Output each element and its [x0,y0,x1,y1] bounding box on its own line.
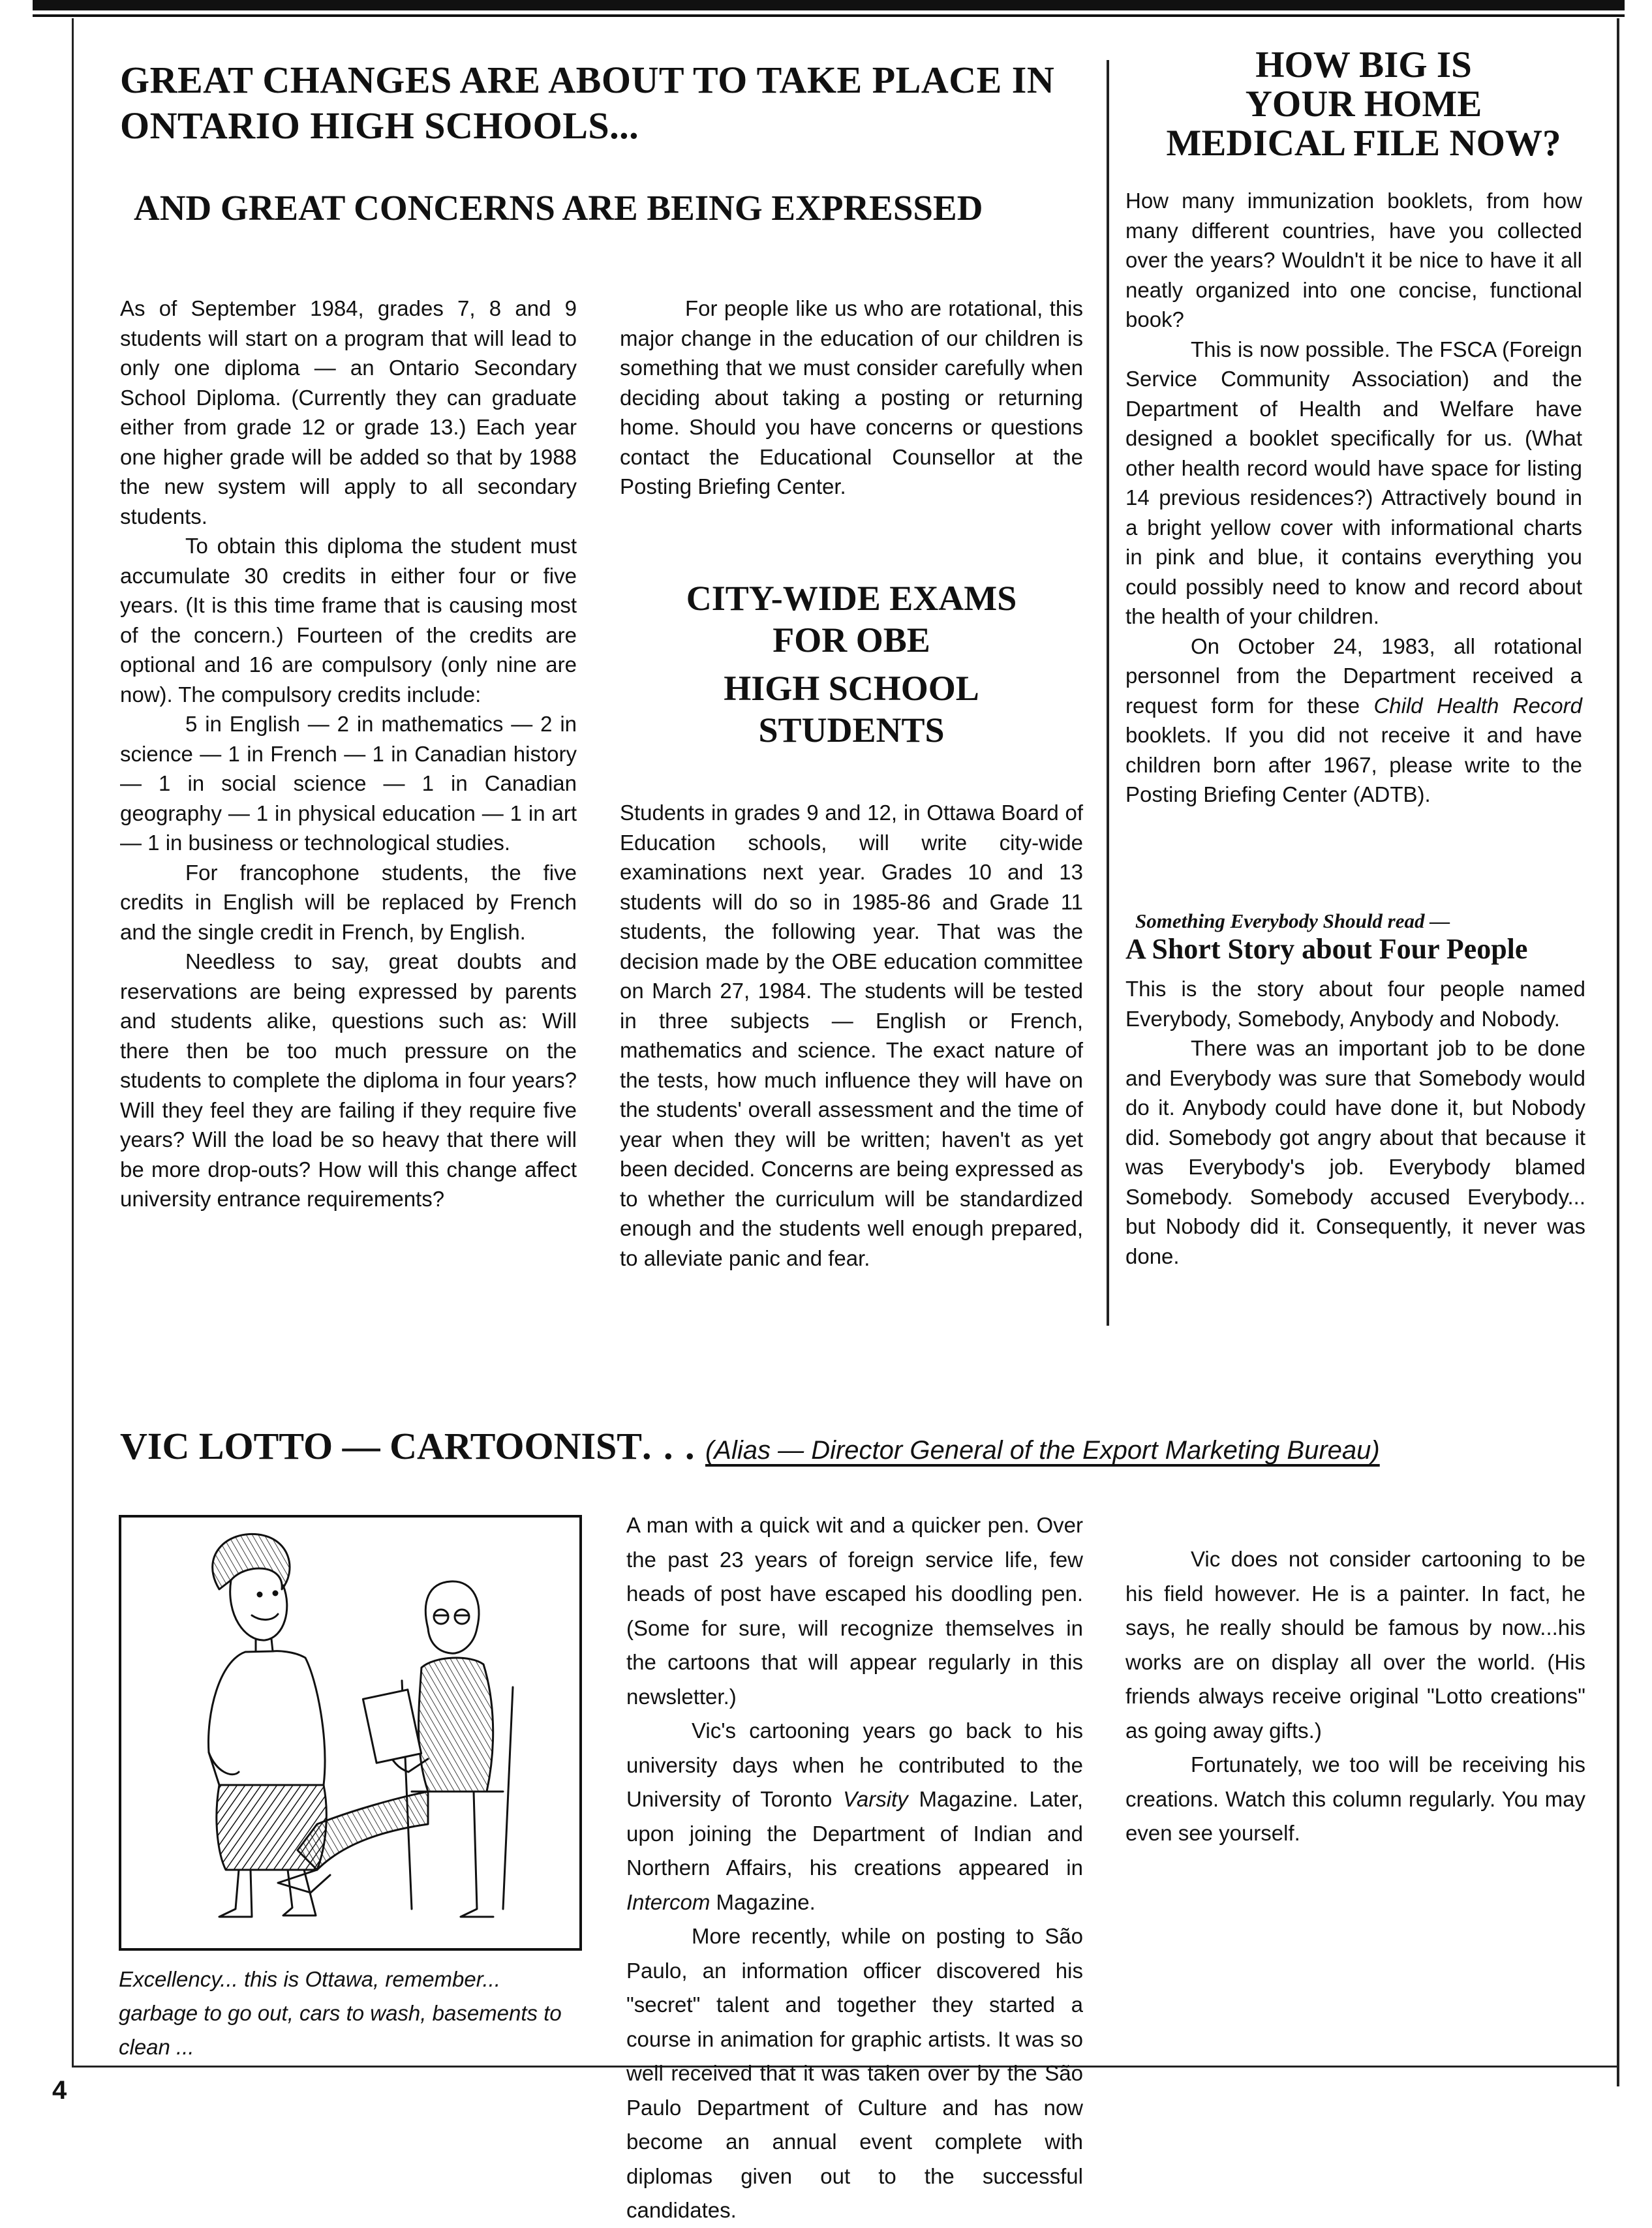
cartoon-drawing [121,1518,579,1948]
story-paragraph-2: There was an important job to be done and Everybody was sure that Somebody would do it. Anybody could have done it, but Nobody did. Somebody got angry about that because it was Everybody's job. Everybody blamed Somebody. Somebody accused Everybody... but Nobody did it. Consequently, it never was done. [1125,1036,1585,1268]
vic-headline: VIC LOTTO — CARTOONIST. . . (Alias — Director General of the Export Marketing Bureau) [120,1425,1380,1467]
vic-paragraph-4: Vic does not consider cartooning to be his field however. He is a painter. In fact, he says, he really should be famous by now...his works are on display all over the world. (His friends always receive original "Lotto creations" as going away gifts.) [1125,1547,1585,1743]
vic-paragraph-2: Vic's cartooning years go back to his university days when he contributed to the University of Toronto Varsity Magazine. Later, upon joining the Department of Indian and Northern Affairs, his creations appeared in Intercom Magazine. [626,1718,1084,1914]
medical-headline: HOW BIG IS YOUR HOME MEDICAL FILE NOW? [1166,44,1561,164]
page-number: 4 [52,2076,67,2105]
exams-headline: CITY-WIDE EXAMS FOR OBE HIGH SCHOOL STUDENTS [686,579,1017,750]
vic-column-2 [626,1508,1083,2228]
schools-paragraph-1: As of September 1984, grades 7, 8 and 9 students will start on a program that will lead to only one diploma — an Ontario Secondary School Diploma. (Currently they can graduate either from grade 12 or grade 13.) Each year one higher grade will be added so that by 1988 the new system will apply to all secondary students. [120,296,577,528]
schools-paragraph-6: For people like us who are rotational, this major change in the education of our children is something that we must consider carefully when deciding about taking a posting or returning home. Should you have concerns or questions contact the Educational Counsellor at the Posting Briefing Center. [620,296,1083,498]
frame-right-rule [1617,18,1619,2086]
medical-body [1125,186,1582,810]
column-divider [1107,60,1109,1326]
schools-paragraph-2: To obtain this diploma the student must accumulate 30 credits in either four or five years. (It is this time frame that is causing most of the concern.) Fourteen of the credits are optional and 16 are compulsory (only nine are now). The compulsory credits include: [120,534,577,707]
vic-paragraph-1: A man with a quick wit and a quicker pen. Over the past 23 years of foreign service life, few heads of post have escaped his doodling pen. (Some for sure, will recognize themselves in the cartoons that will appear regularly in this newsletter.) [626,1513,1083,1709]
vic-column-3 [1125,1542,1585,1851]
story-body [1125,974,1585,1271]
medical-paragraph-1: How many immunization booklets, from how many different countries, have you collected over the years? Wouldn't it be nice to have it all neatly organized into one concise, functional book? [1125,189,1582,331]
story-paragraph-1: This is the story about four people named Everybody, Somebody, Anybody and Nobody. [1125,977,1585,1031]
top-rule-thin [33,14,1625,17]
cartoon-caption: Excellency... this is Ottawa, remember... garbage to go out, cars to wash, basements to clean ... [119,1967,562,2059]
vic-paragraph-3: More recently, while on posting to São Paulo, an information officer discovered his "secret" talent and together they started a course in animation for graphic artists. It was so well received that it was taken over by the São Paulo Department of Culture and has now become an annual event complete with diplomas given out to the successful candidates. [626,1924,1083,2222]
exams-body [620,798,1083,1273]
schools-paragraph-5: Needless to say, great doubts and reservations are being expressed by parents and students alike, questions such as: Will there then be too much pressure on the students to complete the diploma in four years? Will they feel they are failing if they require five years? Will the load be so heavy that there will be more drop-outs? How will this change affect university entrance requirements? [120,949,577,1211]
frame-left-rule [72,18,74,2067]
schools-column-1 [120,294,577,1214]
cartoon-illustration [119,1515,582,1951]
schools-paragraph-4: For francophone students, the five credits in English will be replaced by French and the single credit in French, by English. [120,860,577,944]
top-rule [33,0,1625,10]
schools-headline: GREAT CHANGES ARE ABOUT TO TAKE PLACE IN ONTARIO HIGH SCHOOLS... [120,59,1055,147]
medical-paragraph-3: On October 24, 1983, all rotational personnel from the Department received a request form for these Child Health Record booklets. If you did not receive it and have children born after 1967, please write to the Posting Briefing Center (ADTB). [1125,633,1582,806]
vic-paragraph-5: Fortunately, we too will be receiving his creations. Watch this column regularly. You may even see yourself. [1125,1752,1585,1845]
schools-credit-list: 5 in English — 2 in mathematics — 2 in science — 1 in French — 1 in Canadian history — 1 in social science — 1 in Canadian geography — 1 in physical education — 1 in art — 1 in business or technological studies. [120,712,577,855]
medical-paragraph-2: This is now possible. The FSCA (Foreign Service Community Association) and the Department of Health and Welfare have designed a booklet specifically for us. (What other health record would have space for listing 14 previous residences?) Attractively bound in a bright yellow cover with informational charts in pink and blue, it contains everything you could possibly need to know and record about the health of your children. [1125,337,1582,628]
vic-alias: (Alias — Director General of the Export Marketing Bureau) [705,1436,1380,1465]
schools-column-2 [620,294,1083,502]
story-title: A Short Story about Four People [1125,933,1528,965]
exams-paragraph: Students in grades 9 and 12, in Ottawa Board of Education schools, will write city-wide examinations next year. Grades 10 and 13 students will do so in 1985-86 and Grade 11 students, the following year. That was the decision made by the OBE education committee on March 27, 1984. The students will be tested in three subjects — English or French, mathematics and science. The exact nature of the tests, how much influence they will have on the students' overall assessment and the time of year when they will be written; haven't as yet been decided. Concerns are being expressed as to whether the curriculum will be standardized enough and the students well enough prepared, to alleviate panic and fear. [620,801,1083,1270]
story-kicker: Something Everybody Should read — [1135,909,1450,932]
schools-subheadline: AND GREAT CONCERNS ARE BEING EXPRESSED [134,188,983,228]
